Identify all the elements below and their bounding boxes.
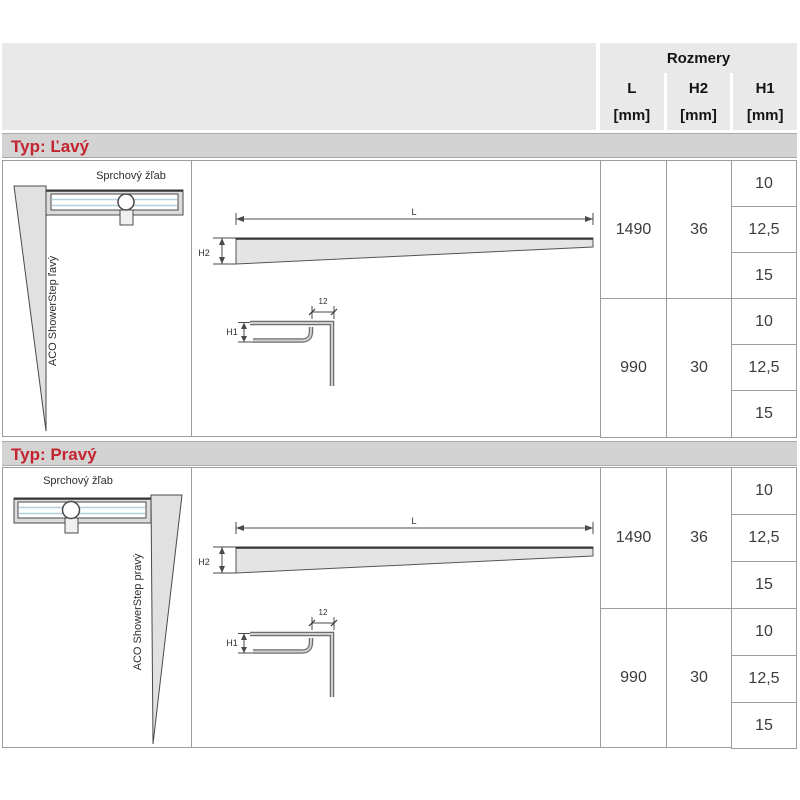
dimensions-header-title: Rozmery bbox=[600, 43, 797, 73]
drain-outlet bbox=[65, 518, 78, 533]
value-h2: 30 bbox=[666, 608, 732, 748]
dim-label-h1: H1 bbox=[226, 638, 238, 648]
drain-circle bbox=[63, 502, 80, 519]
plan-diagram-cell-lavy bbox=[2, 160, 192, 437]
column-header-h1 bbox=[733, 73, 797, 130]
technical-drawings-lavy bbox=[192, 161, 600, 436]
dim-arrow bbox=[219, 566, 225, 573]
plan-diagram-cell-pravy bbox=[2, 467, 192, 748]
value-h2: 30 bbox=[666, 298, 732, 438]
dim-arrow bbox=[585, 216, 593, 222]
drawings-cell-lavy bbox=[191, 160, 601, 437]
dim-arrow bbox=[236, 525, 244, 531]
dim-arrow bbox=[219, 257, 225, 264]
dim-arrow bbox=[219, 238, 225, 245]
product-label-vertical: ACO ShowerStep ľavý bbox=[47, 255, 59, 367]
value-h1: 10 bbox=[731, 608, 797, 656]
dim-arrow bbox=[585, 525, 593, 531]
channel-label: Sprchový žľab bbox=[43, 475, 113, 487]
column-header-h2-label: H2 bbox=[688, 80, 709, 97]
type-banner-lavy: Typ: Ľavý bbox=[2, 133, 797, 158]
column-header-l-label: L bbox=[627, 80, 637, 97]
value-h2: 36 bbox=[666, 467, 732, 609]
dim-arrow bbox=[241, 323, 247, 330]
value-h1: 15 bbox=[731, 561, 797, 609]
value-h1: 12,5 bbox=[731, 344, 797, 391]
side-view-wedge bbox=[236, 547, 593, 573]
value-h1: 15 bbox=[731, 390, 797, 438]
profile-top-and-leg bbox=[250, 323, 332, 386]
dim-label-l: L bbox=[411, 207, 417, 217]
dim-label-l: L bbox=[411, 516, 417, 526]
plan-diagram-lavy bbox=[3, 161, 191, 436]
value-h2: 36 bbox=[666, 160, 732, 299]
drain-circle bbox=[118, 194, 134, 210]
value-l: 1490 bbox=[600, 467, 667, 609]
column-header-l-unit: [mm] bbox=[613, 107, 651, 124]
value-l: 1490 bbox=[600, 160, 667, 299]
value-h1: 12,5 bbox=[731, 514, 797, 562]
dim-arrow bbox=[219, 547, 225, 554]
profile-top-and-leg-outline bbox=[250, 634, 332, 697]
channel-label: Sprchový žľab bbox=[96, 170, 166, 182]
dim-label-h1: H1 bbox=[226, 327, 238, 337]
column-header-h2-unit: [mm] bbox=[680, 107, 717, 124]
header-spacer bbox=[2, 43, 596, 130]
column-header-h1-unit: [mm] bbox=[746, 107, 784, 124]
dim-arrow bbox=[236, 216, 244, 222]
column-header-h1-label: H1 bbox=[755, 80, 775, 97]
value-h1: 10 bbox=[731, 467, 797, 515]
dim-label-h2: H2 bbox=[198, 557, 210, 567]
dim-arrow bbox=[241, 647, 247, 653]
value-h1: 12,5 bbox=[731, 655, 797, 703]
type-banner-pravy: Typ: Pravý bbox=[2, 441, 797, 466]
wedge-triangle-right bbox=[151, 495, 182, 744]
drawings-cell-pravy bbox=[191, 467, 601, 748]
technical-drawings-pravy bbox=[192, 468, 600, 747]
dim-label-12: 12 bbox=[318, 608, 328, 617]
product-label-vertical: ACO ShowerStep pravý bbox=[132, 553, 144, 671]
value-h1: 15 bbox=[731, 702, 797, 749]
dimensions-table-header bbox=[600, 43, 797, 130]
dim-arrow bbox=[241, 634, 247, 641]
value-l: 990 bbox=[600, 298, 667, 438]
value-h1: 12,5 bbox=[731, 206, 797, 253]
value-l: 990 bbox=[600, 608, 667, 748]
value-h1: 15 bbox=[731, 252, 797, 299]
value-h1: 10 bbox=[731, 160, 797, 207]
dim-label-12: 12 bbox=[318, 297, 328, 306]
side-view-wedge bbox=[236, 238, 593, 264]
profile-flange-outline bbox=[253, 327, 311, 341]
wedge-triangle-left bbox=[14, 186, 46, 431]
drain-outlet bbox=[120, 210, 133, 225]
channel-grate bbox=[18, 502, 146, 518]
column-header-l bbox=[600, 73, 664, 130]
dim-label-h2: H2 bbox=[198, 248, 210, 258]
profile-top-and-leg bbox=[250, 634, 332, 697]
column-header-h2 bbox=[667, 73, 731, 130]
profile-top-and-leg-outline bbox=[250, 323, 332, 386]
dim-arrow bbox=[241, 336, 247, 342]
profile-flange-outline bbox=[253, 638, 311, 652]
plan-diagram-pravy bbox=[3, 468, 191, 747]
value-h1: 10 bbox=[731, 298, 797, 345]
channel-grate bbox=[51, 194, 178, 210]
